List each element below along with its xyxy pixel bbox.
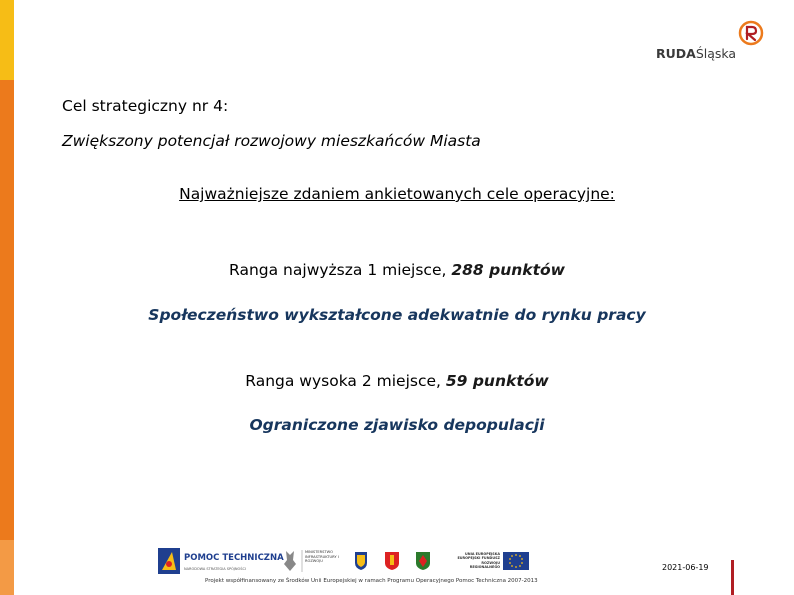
coat-of-arms-1-icon [355, 546, 367, 576]
goal-2: Ograniczone zjawisko depopulacji [249, 416, 545, 434]
rank-label: Ranga najwyższa 1 miejsce, [229, 261, 452, 279]
side-bar-light-orange [0, 540, 14, 595]
pomoc-techniczna-subtext: NARODOWA STRATEGIA SPÓJNOŚCI [184, 567, 246, 571]
ruda-logo-mark-icon [738, 20, 764, 46]
logo-name-regular: Śląska [695, 46, 737, 61]
rank-points: 59 punktów [445, 372, 549, 390]
slide-date: 2021-06-19 [662, 563, 709, 572]
ruda-slaska-logo [650, 18, 770, 66]
slide-subtitle: Zwiększony potencjał rozwojowy mieszkańców Miasta [62, 132, 481, 150]
rank-line-2 [0, 372, 794, 390]
slide-title: Cel strategiczny nr 4: [62, 97, 229, 115]
date-accent-line [731, 560, 734, 595]
goal-1: Społeczeństwo wykształcone adekwatnie do rynku pracy [148, 306, 646, 324]
side-bar-yellow [0, 0, 14, 80]
funding-caption: Projekt współfinansowany ze Środków Unii Europejskiej w ramach Programu Operacyjnego Pomoc Techniczna 2007-2013 [205, 578, 538, 584]
ministry-text: MINISTERSTWO INFRASTRUKTURY I ROZWOJU [305, 550, 339, 564]
section-heading: Najważniejsze zdaniem ankietowanych cele operacyjne: [179, 185, 615, 203]
eu-text: UNIA EUROPEJSKA EUROPEJSKI FUNDUSZ ROZWOJU REGIONALNEGO [457, 552, 500, 570]
side-color-bar [0, 0, 14, 595]
coat-of-arms-2-icon [385, 546, 399, 576]
ministry-logo [278, 546, 350, 576]
rank-points: 288 punktów [451, 261, 565, 279]
rank-line-1 [0, 261, 794, 279]
pomoc-techniczna-text: POMOC TECHNICZNA [184, 553, 284, 563]
rank-label: Ranga wysoka 2 miejsce, [245, 372, 446, 390]
pomoc-techniczna-logo [158, 546, 284, 576]
logo-wordmark [656, 46, 736, 61]
coat-of-arms-3-icon [416, 546, 430, 576]
logo-name-bold: RUDA [656, 46, 696, 61]
eu-logo [450, 546, 530, 576]
